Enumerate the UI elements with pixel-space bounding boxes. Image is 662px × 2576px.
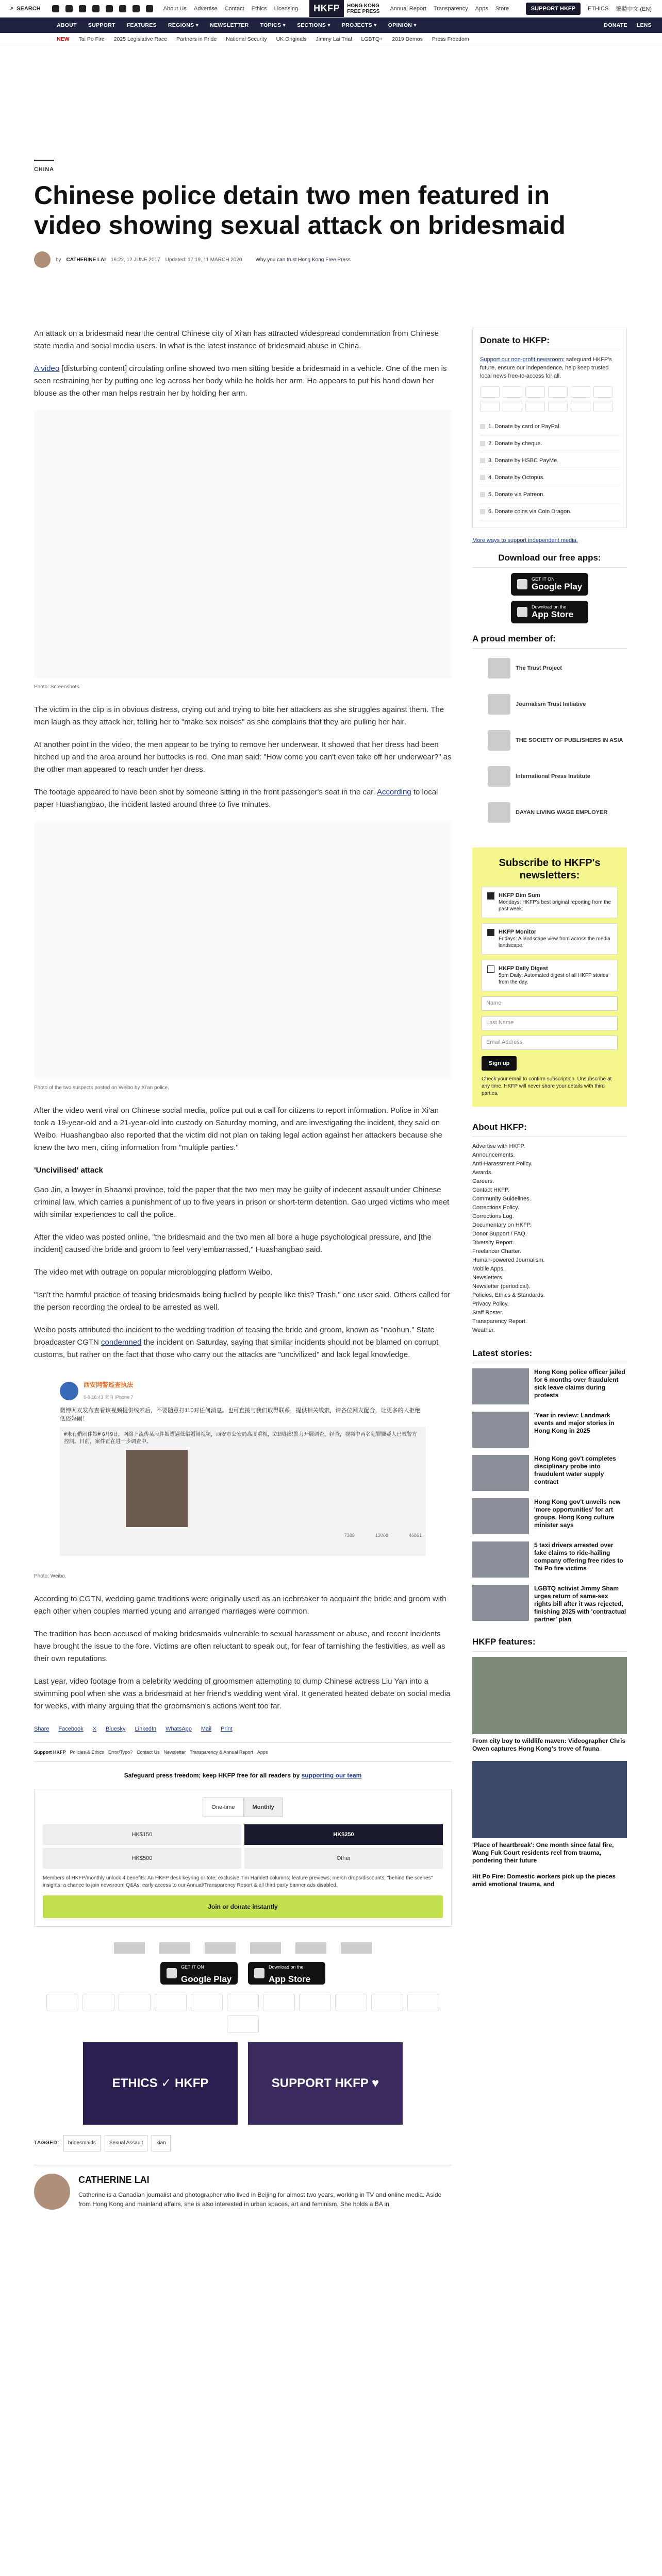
ethics-link[interactable]: ETHICS	[587, 5, 609, 12]
partner-logo	[159, 1942, 190, 1954]
share-bluesky[interactable]: Bluesky	[106, 1726, 126, 1732]
features-heading: HKFP features:	[472, 1637, 627, 1652]
share-mail[interactable]: Mail	[201, 1726, 212, 1732]
newsletter-widget	[472, 848, 627, 1107]
member-benefits: Members of HKFP/monthly unlock 4 benefits: An HKFP desk keyring or tote; exclusive Tim Hamlett columns; feature previews; merch drops/discounts; "behind the scenes" insights; a chance to join newsroom Q&As; early access to our Annual/Transparency Report & all third party banner ads disabled.	[43, 1875, 433, 1888]
amount-options	[43, 1824, 443, 1869]
signup-button[interactable]: Sign up	[482, 1056, 517, 1071]
author-box	[34, 2165, 452, 2210]
latest-story[interactable]: LGBTQ activist Jimmy Sham urges return of same-sex rights bill after it was rejected, finishing 2025 with 'contractual partner' plan	[472, 1585, 627, 1623]
amount-option[interactable]: HK$250	[244, 1824, 443, 1845]
payment-icon	[46, 1994, 78, 2011]
nav-sections[interactable]: SECTIONS ▾	[297, 22, 330, 28]
feature-story[interactable]: 'Place of heartbreak': One month since fatal fire, Wang Fuk Court residents reel from trauma, pondering their future	[472, 1761, 627, 1865]
nonprofit-link[interactable]: Support our non-profit newsroom:	[480, 357, 565, 363]
share-print[interactable]: Print	[221, 1726, 233, 1732]
trending-link[interactable]: National Security	[226, 36, 267, 42]
facebook-icon[interactable]	[65, 5, 73, 12]
donate-option[interactable]: 1. Donate by card or PayPal.	[480, 418, 619, 435]
about-link[interactable]: Newsletter (periodical).	[472, 1283, 531, 1290]
about-link[interactable]: Transparency Report.	[472, 1318, 527, 1325]
share-facebook[interactable]: Facebook	[58, 1726, 84, 1732]
frequency-toggle	[43, 1798, 443, 1817]
image-caption: Photo: Weibo.	[34, 1573, 67, 1579]
about-link[interactable]: Mobile Apps.	[472, 1266, 505, 1272]
byline: by CATHERINE LAI 16:22, 12 JUNE 2017 Updated: 17:19, 11 MARCH 2020 Why you can trust Hong Kong Free Press	[34, 251, 627, 268]
tags-label: TAGGED:	[34, 2140, 59, 2146]
util-link[interactable]: Advertise	[193, 5, 218, 12]
language-link[interactable]: 繁體中文 (EN)	[616, 6, 652, 12]
nav-topics[interactable]: TOPICS ▾	[260, 22, 286, 28]
donate-option[interactable]: 3. Donate by HSBC PayMe.	[480, 452, 619, 469]
nav-regions[interactable]: REGIONS ▾	[168, 22, 199, 28]
about-link[interactable]: Corrections Log.	[472, 1213, 514, 1219]
apple-icon	[254, 1968, 264, 1978]
payment-icon	[155, 1994, 187, 2011]
util-link[interactable]: Apps	[475, 5, 488, 12]
about-link[interactable]: Newsletters.	[472, 1275, 504, 1281]
author-name[interactable]: CATHERINE LAI	[78, 2175, 150, 2185]
latest-story[interactable]: 5 taxi drivers arrested over fake claims to ride-hailing company offering free rides to Tai Po fire victims	[472, 1541, 627, 1578]
trending-link[interactable]: LGBTQ+	[361, 36, 383, 42]
payment-icon	[263, 1994, 295, 2011]
support-banner[interactable]: SUPPORT HKFP ♥	[248, 2042, 403, 2125]
ethics-banner[interactable]: ETHICS ✓ HKFP	[83, 2042, 238, 2125]
utility-bar	[0, 0, 662, 18]
latest-story[interactable]: Hong Kong gov't unveils new 'more opportunities' for art groups, Hong Kong culture minister says	[472, 1498, 627, 1534]
image-caption: Photo: Screenshots.	[34, 684, 81, 690]
paragraph: An attack on a bridesmaid near the central Chinese city of Xi'an has attracted widespread condemnation from Chinese state media and social media users. In what is the latest instance of bridesmaid abuse in China.	[34, 329, 439, 350]
payment-card-icon	[593, 401, 613, 412]
util-link[interactable]: Contact	[224, 5, 244, 12]
one-time-option[interactable]: One-time	[203, 1798, 243, 1817]
about-link[interactable]: Freelancer Charter.	[472, 1248, 521, 1255]
newsletter-option[interactable]: HKFP Daily Digest 5pm Daily: Automated digest of all HKFP stories from the day.	[482, 960, 618, 991]
checkbox[interactable]	[487, 965, 494, 973]
trust-project-logo	[488, 658, 510, 679]
weibo-screenshot	[34, 1371, 452, 1567]
about-link[interactable]: Corrections Policy.	[472, 1205, 519, 1211]
trending-link[interactable]: 2025 Legislative Race	[113, 36, 168, 42]
payment-card-icon	[525, 401, 545, 412]
tags	[34, 2135, 452, 2151]
partner-logo	[341, 1942, 372, 1954]
partner-logo	[114, 1942, 145, 1954]
weibo-reposts: 7388	[344, 1533, 355, 1538]
article-image	[34, 410, 452, 678]
category-label[interactable]: CHINA	[34, 160, 54, 173]
payment-icon	[299, 1994, 331, 2011]
latest-story[interactable]: Hong Kong police officer jailed for 6 months over fraudulent sick leave claims during protests	[472, 1368, 627, 1404]
support-link[interactable]: Contact Us	[137, 1750, 160, 1755]
payment-icon	[407, 1994, 439, 2011]
living-wage-logo	[488, 802, 510, 823]
story-thumbnail	[472, 1368, 529, 1404]
google-play-button[interactable]: GET IT ON Google Play	[511, 573, 588, 596]
paragraph: After the video was posted online, "the bridesmaid and the two men all bore a huge psychological pressure, and [the incident] caused the bride and groom to feel very embarrassed," Huashangbao said.	[34, 1233, 432, 1254]
article-header	[34, 160, 627, 268]
paragraph: Last year, video footage from a celebrity wedding of groomsmen attempting to dump Chinese actress Liu Yan into a swimming pool when she was a bridesmaid at her friend's wedding went viral. It generated heated debate on social media for weeks, with many arguing that the groomsmen's actions went too far.	[34, 1677, 451, 1710]
google-play-button[interactable]: GET IT ON Google Play	[160, 1962, 238, 1985]
article-body	[34, 328, 452, 2210]
search-icon: ⌕	[10, 5, 14, 11]
support-hkfp-button[interactable]: SUPPORT HKFP	[526, 3, 581, 15]
utility-nav-right	[390, 6, 509, 12]
support-link[interactable]: Policies & Ethics	[70, 1750, 105, 1755]
paragraph: Gao Jin, a lawyer in Shaanxi province, told the paper that the two men may be guilty of indecent assault under Chinese criminal law, which carries a punishment of up to five years in prison or short-term detention. Gao urged victims who meet with similar experiences to call the police.	[34, 1185, 450, 1219]
donate-option[interactable]: 5. Donate via Patreon.	[480, 486, 619, 503]
author-bio: Catherine is a Canadian journalist and photographer who lived in Beijing for almost two years, working in TV and online media. Aside from Hong Kong and mainland affairs, she is also interested in urban spaces, art and feminism. She holds a BA in	[78, 2191, 442, 2208]
trending-bar	[0, 33, 662, 45]
feature-image	[472, 1761, 627, 1838]
nav-support[interactable]: SUPPORT	[88, 22, 115, 28]
payment-icon	[335, 1994, 367, 2011]
condemned-link[interactable]: condemned	[101, 1338, 142, 1347]
util-link[interactable]: Ethics	[251, 5, 267, 12]
payment-icon	[227, 2015, 259, 2033]
google-play-icon	[517, 579, 527, 589]
payment-card-icon	[525, 386, 545, 398]
support-link[interactable]: Apps	[257, 1750, 268, 1755]
support-team-link[interactable]: supporting our team	[301, 1772, 362, 1779]
payment-card-icon	[480, 401, 500, 412]
member-heading: A proud member of:	[472, 634, 627, 649]
member-logo[interactable]: The Trust Project	[472, 654, 627, 683]
amount-option[interactable]: HK$500	[43, 1848, 241, 1869]
trending-link[interactable]: UK Originals	[276, 36, 307, 42]
paragraph: At another point in the video, the men appear to be trying to remove her underwear. It showed that her dress had been hitched up and the area around her buttocks is red. One man said: "How come you can't even take off her underwear?" as the other man appeared to reach under her dress.	[34, 740, 452, 774]
about-link[interactable]: Documentary on HKFP.	[472, 1222, 532, 1228]
payment-card-icon	[593, 386, 613, 398]
last-name-input[interactable]: Last Name	[482, 1016, 618, 1030]
about-link[interactable]: Weather.	[472, 1327, 495, 1333]
about-link[interactable]: Human-powered Journalism.	[472, 1257, 545, 1263]
nav-donate[interactable]: DONATE	[604, 22, 627, 28]
paragraph: According to CGTN, wedding game traditions were originally used as an icebreaker to acquaint the bride and groom with each other when couples married young and arranged marriages were common.	[34, 1595, 446, 1616]
about-link[interactable]: Anti-Harassment Policy.	[472, 1161, 533, 1167]
social-links	[52, 5, 153, 12]
donate-option[interactable]: 6. Donate coins via Coin Dragon.	[480, 503, 619, 520]
threads-icon[interactable]	[92, 5, 100, 12]
paragraph: The video met with outrage on popular microblogging platform Weibo.	[34, 1268, 273, 1277]
join-button[interactable]: Join or donate instantly	[43, 1895, 443, 1918]
utility-nav	[163, 6, 298, 12]
payment-card-icon	[503, 401, 522, 412]
member-logo[interactable]: DAYAN LIVING WAGE EMPLOYER	[472, 798, 627, 827]
weibo-comments: 13008	[375, 1533, 388, 1538]
trust-link[interactable]: Why you can trust Hong Kong Free Press	[255, 257, 351, 263]
support-link[interactable]: Newsletter	[163, 1750, 186, 1755]
tag-link[interactable]: bridesmaids	[63, 2135, 101, 2151]
about-heading: About HKFP:	[472, 1122, 627, 1137]
about-links	[472, 1142, 627, 1335]
twitter-icon[interactable]	[52, 5, 59, 12]
payment-icon	[191, 1994, 223, 2011]
paragraph: After the video went viral on Chinese social media, police put out a call for citizens to report information. Police in Xi'an took a 19-year-old and a 21-year-old into custody on Saturday morning, and are investigating the incident, they said on Weibo. Huashangbao also reported that the victim did not plan on taking legal action against her attackers because she knew the two men, citing information from "multiple parties."	[34, 1106, 442, 1152]
section-heading: 'Uncivilised' attack	[34, 1166, 103, 1175]
more-ways-link[interactable]: More ways to support independent media.	[472, 537, 578, 544]
paragraph: A video [disturbing content] circulating online showed two men sitting beside a bridesmaid in a vehicle. One of the men is seen restraining her by putting one leg across her body while he holds her arm. He appears to put his hand down her blouse as the other man helps restrain her by holding her arm.	[34, 364, 447, 398]
payment-methods	[34, 1994, 452, 2033]
latest-story[interactable]: 'Year in review: Landmark events and major stories in Hong Kong in 2025	[472, 1412, 627, 1448]
ipi-logo	[488, 766, 510, 787]
sopa-logo	[488, 730, 510, 751]
payment-card-icon	[480, 386, 500, 398]
nav-features[interactable]: FEATURES	[126, 22, 157, 28]
bluesky-icon[interactable]	[133, 5, 140, 12]
payment-card-icon	[548, 386, 568, 398]
author-avatar	[34, 2174, 70, 2210]
about-link[interactable]: Community Guidelines.	[472, 1196, 531, 1202]
feature-story[interactable]: Hit Po Fire: Domestic workers pick up the pieces amid emotional trauma, and	[472, 1873, 616, 1888]
story-thumbnail	[472, 1498, 529, 1534]
story-thumbnail	[472, 1412, 529, 1448]
article-title: Chinese police detain two men featured in video showing sexual attack on bridesmaid	[34, 181, 566, 240]
payment-icon	[82, 1994, 114, 2011]
about-link[interactable]: Privacy Policy.	[472, 1301, 509, 1307]
author-link[interactable]: CATHERINE LAI	[66, 257, 106, 263]
payment-icon	[119, 1994, 151, 2011]
paragraph: The victim in the clip is in obvious distress, crying out and trying to bite her attackers as she struggles against them. The men laugh as they attack her, telling her to "make sex noises" as she complains that they are pulling her hair.	[34, 705, 444, 726]
payment-cards	[480, 386, 619, 412]
email-input[interactable]: Email Address	[482, 1036, 618, 1050]
promo-banners	[34, 2042, 452, 2125]
checkbox[interactable]	[487, 892, 494, 900]
nav-projects[interactable]: PROJECTS ▾	[341, 22, 377, 28]
app-buttons	[34, 1962, 452, 1985]
latest-story[interactable]: Hong Kong gov't completes disciplinary probe into fraudulent water supply contract	[472, 1455, 627, 1491]
amount-option[interactable]: Other	[244, 1848, 443, 1869]
telegram-icon[interactable]	[146, 5, 153, 12]
support-links-bar	[34, 1742, 452, 1762]
newsletter-option[interactable]: HKFP Dim Sum Mondays: HKFP's best original reporting from the past week.	[482, 887, 618, 918]
util-link[interactable]: Licensing	[274, 5, 299, 12]
util-link[interactable]: Transparency	[433, 5, 468, 12]
paragraph: "Isn't the harmful practice of teasing bridesmaids being fuelled by people like this? Trash," one user said. Others called for the person recording the ordeal to be arrested as well.	[34, 1291, 451, 1312]
payment-card-icon	[571, 386, 590, 398]
share-bar	[34, 1723, 452, 1735]
site-logo[interactable]: HKFP HONG KONG FREE PRESS	[309, 0, 379, 17]
member-logo[interactable]: Journalism Trust Initiative	[472, 690, 627, 719]
about-link[interactable]: Announcements.	[472, 1152, 515, 1158]
weibo-meta: 6-9 16:43 来自 iPhone 7	[84, 1395, 134, 1400]
trending-label: NEW	[57, 36, 70, 42]
nav-newsletter[interactable]: NEWSLETTER	[210, 22, 249, 28]
support-hkfp-link[interactable]: Support HKFP	[34, 1750, 66, 1755]
share-x[interactable]: X	[92, 1726, 97, 1732]
according-link[interactable]: According	[376, 788, 411, 796]
checkbox[interactable]	[487, 929, 494, 936]
tag-link[interactable]: xian	[152, 2135, 170, 2151]
trending-link[interactable]: Tai Po Fire	[78, 36, 105, 42]
util-link[interactable]: Store	[495, 5, 509, 12]
about-link[interactable]: Awards.	[472, 1170, 493, 1176]
payment-icon	[371, 1994, 403, 2011]
latest-heading: Latest stories:	[472, 1348, 627, 1363]
donate-widget: Donate to HKFP: Support our non-profit newsroom: safeguard HKFP's future, ensure our independence, help keep trusted local news free-to-access for all. 1. Donate by card or PayPal. 2. Donate by cheque. 3. Donate by HSBC PayMe. 4. Donate by Octopus. 5. Donate via Patreon. 6. Donate coins via Coin Dragon.	[472, 328, 627, 528]
payment-card-icon	[503, 386, 522, 398]
monthly-option[interactable]: Monthly	[244, 1798, 283, 1817]
util-link[interactable]: Annual Report	[390, 5, 426, 12]
article-image	[34, 821, 452, 1079]
payment-card-icon	[571, 401, 590, 412]
apple-icon	[517, 607, 527, 617]
util-link[interactable]: About Us	[163, 5, 187, 12]
apps-heading: Download our free apps:	[472, 553, 627, 568]
partner-logo	[250, 1942, 281, 1954]
story-thumbnail	[472, 1541, 529, 1578]
video-link[interactable]: A video	[34, 364, 60, 373]
sidebar	[472, 328, 627, 1896]
safeguard-message: Safeguard press freedom; keep HKFP free for all readers by supporting our team	[124, 1772, 362, 1779]
feature-image	[472, 1657, 627, 1734]
about-link[interactable]: Donor Support / FAQ.	[472, 1231, 527, 1237]
paragraph: The footage appeared to have been shot by someone sitting in the front passenger's seat in the car. According to local paper Huashangbao, the incident lasted around three to five minutes.	[34, 788, 438, 809]
paragraph: Weibo posts attributed the incident to the wedding tradition of teasing the bride and groom, known as "naohun." State broadcaster CGTN condemned the incident on Saturday, saying that similar incidents should not be blamed on corrupt customs, but rather on the fact that those who carry out the attacks are "uncivilized" and lack legal knowledge.	[34, 1326, 439, 1359]
updated-date: Updated: 17:19, 11 MARCH 2020	[165, 257, 242, 263]
payment-card-icon	[548, 401, 568, 412]
author-avatar	[34, 251, 51, 268]
youtube-icon[interactable]	[106, 5, 113, 12]
member-logo[interactable]: International Press Institute	[472, 762, 627, 791]
tag-link[interactable]: Sexual Assault	[105, 2135, 148, 2151]
weibo-avatar	[60, 1382, 78, 1400]
donate-option[interactable]: 4. Donate by Octopus.	[480, 469, 619, 486]
weibo-photo	[126, 1450, 188, 1527]
jti-logo	[488, 694, 510, 715]
linkedin-icon[interactable]	[119, 5, 126, 12]
partner-logo	[205, 1942, 236, 1954]
trending-link[interactable]: 2019 Demos	[392, 36, 423, 42]
instagram-icon[interactable]	[79, 5, 86, 12]
trending-link[interactable]: Press Freedom	[432, 36, 469, 42]
trending-link[interactable]: Partners in Pride	[176, 36, 217, 42]
partner-logos	[34, 1942, 452, 1954]
newsletter-note: Check your email to confirm subscription. Unsubscribe at any time. HKFP will never share your details with third parties.	[482, 1076, 612, 1096]
google-play-icon	[167, 1968, 177, 1978]
search-button[interactable]: ⌕ SEARCH	[10, 5, 41, 12]
support-link[interactable]: Transparency & Annual Report	[190, 1750, 253, 1755]
weibo-text: 微博网友发布查看该视频提供线索后，不要随意打110对任何消息。也可直接与我们取得联系，提供相关线索，请各位网友配合，让更多的人拒绝低俗婚闹！	[60, 1408, 421, 1422]
nav-lens[interactable]: LENS	[636, 22, 652, 28]
app-store-button[interactable]: Download on the App Store	[248, 1962, 325, 1985]
publish-date: 16:22, 12 JUNE 2017	[111, 257, 160, 263]
about-link[interactable]: Staff Roster.	[472, 1310, 504, 1316]
amount-option[interactable]: HK$150	[43, 1824, 241, 1845]
trending-link[interactable]: Jimmy Lai Trial	[316, 36, 352, 42]
weibo-likes: 46861	[408, 1533, 422, 1538]
donate-options	[480, 418, 619, 520]
nav-opinion[interactable]: OPINION ▾	[388, 22, 417, 28]
app-store-button[interactable]: Download on the App Store	[511, 601, 588, 623]
payment-icon	[227, 1994, 259, 2011]
about-link[interactable]: Careers.	[472, 1178, 494, 1184]
donate-heading: Donate to HKFP:	[480, 335, 619, 350]
share-whatsapp[interactable]: WhatsApp	[166, 1726, 192, 1732]
story-thumbnail	[472, 1455, 529, 1491]
partner-logo	[295, 1942, 326, 1954]
newsletter-heading: Subscribe to HKFP's newsletters:	[499, 857, 601, 881]
weibo-repost: #未有婚闹伴娘# 6月9日，网络上流传某段伴娘遭遇低俗婚闹视频，西安市公安局高度重视，立即组织警力开展调查。经查，视频中两名犯罪嫌疑人已被警方控制。目前，案件正在进一步调查中。 7388 13008 46861	[60, 1427, 426, 1556]
share-linkedin[interactable]: LinkedIn	[135, 1726, 157, 1732]
weibo-account-name: 西安网警巡查执法	[84, 1381, 134, 1388]
newsletter-option[interactable]: HKFP Monitor Fridays: A landscape view from across the media landscape.	[482, 923, 618, 955]
feature-story[interactable]: From city boy to wildlife maven: Videographer Chris Owen captures Hong Kong's trove of fauna	[472, 1657, 627, 1753]
story-thumbnail	[472, 1585, 529, 1621]
donate-option[interactable]: 2. Donate by cheque.	[480, 435, 619, 452]
donate-form	[34, 1789, 452, 1927]
image-caption: Photo of the two suspects posted on Weibo by Xi'an police.	[34, 1085, 169, 1091]
nav-about[interactable]: ABOUT	[57, 22, 77, 28]
main-nav	[0, 18, 662, 33]
first-name-input[interactable]: Name	[482, 996, 618, 1011]
about-link[interactable]: Advertise with HKFP.	[472, 1143, 525, 1149]
about-link[interactable]: Policies, Ethics & Standards.	[472, 1292, 545, 1298]
share-link[interactable]: Share	[34, 1726, 49, 1732]
paragraph: The tradition has been accused of making bridesmaids vulnerable to sexual harassment or abuse, and recent incidents have brought the issue to the fore. Victims are often reluctant to speak out, for fear of tarnishing the festivities, as well as their own reputations.	[34, 1630, 445, 1663]
member-logo[interactable]: THE SOCIETY OF PUBLISHERS IN ASIA	[472, 726, 627, 755]
about-link[interactable]: Contact HKFP.	[472, 1187, 509, 1193]
about-link[interactable]: Diversity Report.	[472, 1240, 515, 1246]
support-link[interactable]: Error/Typo?	[108, 1750, 133, 1755]
